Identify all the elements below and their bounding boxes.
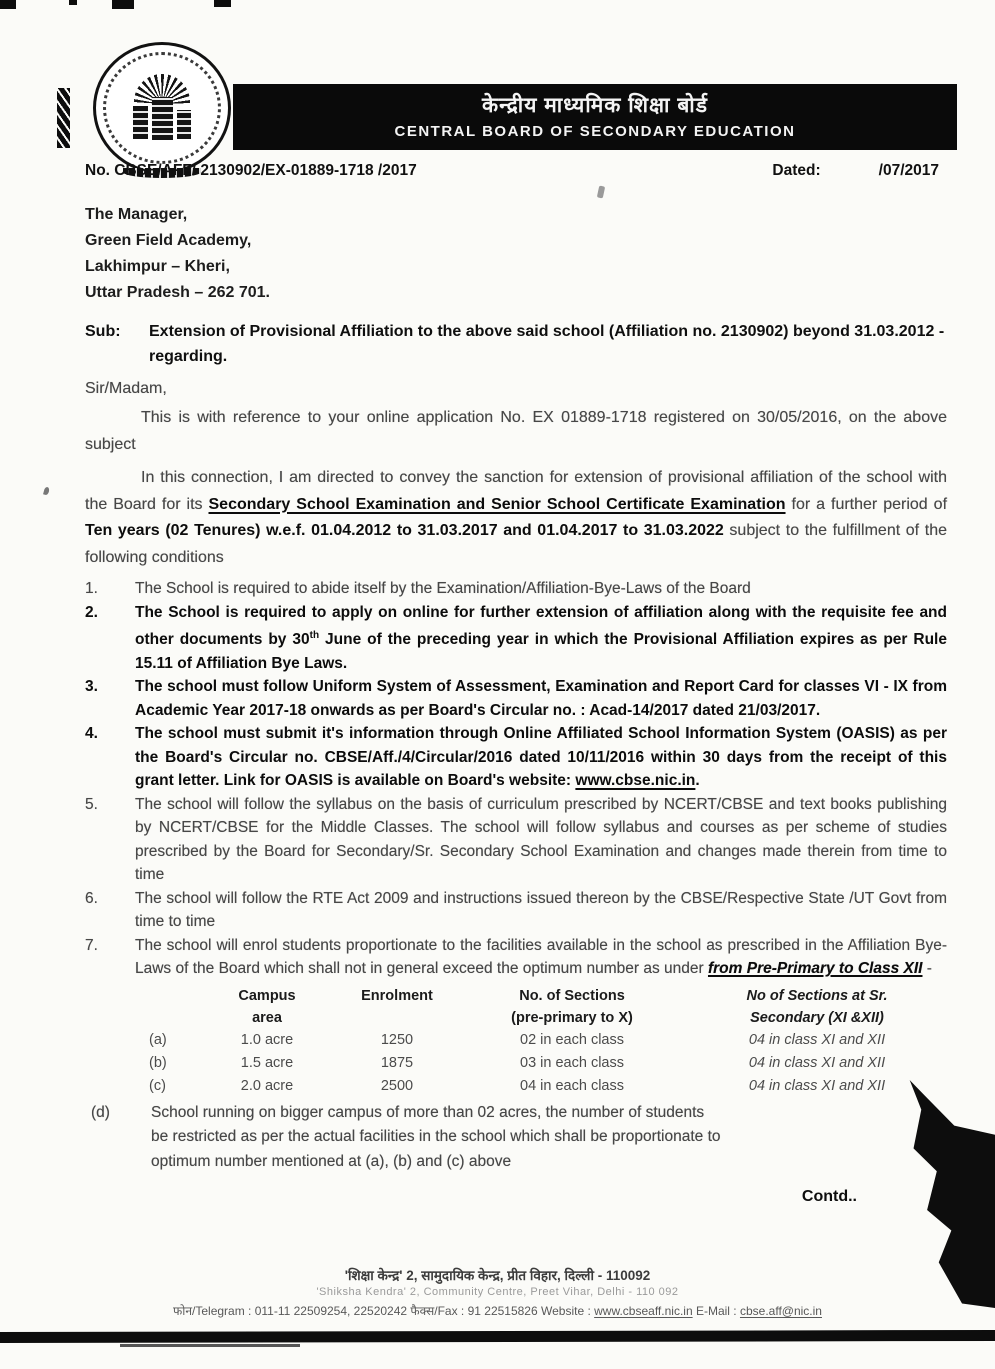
condition-number: 3. [85, 678, 98, 696]
oasis-website-url: www.cbse.nic.in [575, 772, 696, 790]
subject-line [85, 319, 947, 369]
reference-row [85, 162, 947, 180]
condition-text: The School is required to abide itself by the Examination/Affiliation-Bye-Laws of the Board [135, 580, 751, 597]
sr-sections-cell: 04 in class XI and XII [748, 1077, 886, 1094]
recipient-line: Lakhimpur – Kheri, [85, 258, 230, 275]
condition-number: 2. [85, 603, 98, 621]
emblem-building-icon [152, 97, 172, 140]
footer-address-english: 'Shiksha Kendra' 2, Community Centre, Preet Vihar, Delhi - 110 092 [316, 1286, 679, 1298]
pre-primary-class-phrase: from Pre-Primary to Class XII [707, 960, 923, 978]
condition-text-part: June of the preceding year in which the Provisional Affiliation expires as per Rule 15.11 of Affiliation Bye Laws. [135, 631, 947, 672]
condition-item-1 [85, 577, 947, 601]
row-label: (a) [149, 1031, 167, 1048]
col-header-campus: Campus area [238, 987, 296, 1026]
para2-text: In this connection, I am directed to convey the sanction for extension of provisional affiliation of the school with the Board for its [85, 469, 947, 513]
scan-artifact-bottom-bar [0, 1330, 995, 1343]
footer-contact-text: E-Mail : [692, 1304, 740, 1318]
scan-artifact-top-2 [69, 0, 77, 5]
condition-number: 6. [85, 889, 98, 907]
sections-cell: 03 in each class [520, 1054, 624, 1071]
org-name-english: CENTRAL BOARD OF SECONDARY EDUCATION [394, 123, 796, 140]
scan-artifact-left-strip [57, 88, 70, 148]
condition-item-6 [85, 887, 947, 934]
condition-text-part: The school will enrol students proportionate to the facilities available in the school as prescribed in the Affiliation Bye-Laws of the Board which shall not in general exceed the optimum number as under [135, 936, 947, 978]
condition-text [135, 934, 947, 981]
condition-text-part: - [922, 960, 932, 978]
table-header-blank [141, 985, 197, 1029]
letter-body [85, 162, 947, 1206]
row-label: (b) [149, 1054, 167, 1071]
scan-artifact-top-1 [0, 0, 16, 9]
sections-cell: 04 in each class [520, 1077, 624, 1094]
recipient-line: Uttar Pradesh – 262 701. [85, 284, 270, 301]
subject-label: Sub: [85, 323, 121, 340]
paragraph-1: This is with reference to your online application No. EX 01889-1718 registered on 30/05/2016, on the above subject [85, 409, 947, 453]
table-row [141, 1075, 947, 1098]
para2-bold-dates: Ten years (02 Tenures) w.e.f. 01.04.2012 to 31.03.2017 and 01.04.2017 to 31.03.2022 [85, 522, 724, 539]
condition-item-2 [85, 601, 947, 676]
item-d-line: optimum number mentioned at (a), (b) and (c) above [151, 1152, 512, 1170]
condition-text: The school must follow Uniform System of Assessment, Examination and Report Card for classes VI - IX from Academic Year 2017-18 onwards as per Board's Circular no. : Acad-14/2017 dated 21/03/2017. [135, 678, 947, 719]
condition-item-d [85, 1101, 947, 1175]
contd-note: Contd.. [801, 1188, 857, 1206]
letterhead-footer [0, 1266, 995, 1319]
reference-number: No. CBSE/AFF/ 2130902/EX-01889-1718 /2017 [85, 162, 417, 179]
enrolment-table [141, 985, 947, 1098]
scan-artifact-top-4 [214, 0, 231, 7]
condition-item-4 [85, 722, 947, 793]
para2-text: subject to the fulfillment of the following conditions [85, 522, 947, 566]
dated-value: /07/2017 [878, 162, 939, 179]
item-d-line: be restricted as per the actual facilities in the school which shall be proportionate to [151, 1128, 721, 1146]
condition-number: 5. [85, 795, 98, 813]
condition-text [135, 601, 947, 676]
condition-text: The school will follow the RTE Act 2009 and instructions issued thereon by the CBSE/Respective State /UT Govt from time to time [135, 889, 947, 931]
enrolment-cell: 2500 [380, 1077, 414, 1094]
condition-number: 7. [85, 936, 98, 954]
subject-text: Extension of Provisional Affiliation to the above said school (Affiliation no. 2130902) beyond 31.03.2012 - regarding. [149, 323, 945, 365]
emblem-outer-ring [93, 42, 231, 174]
scan-artifact-bottom-bar-2 [120, 1344, 300, 1347]
recipient-line: The Manager, [85, 206, 188, 223]
col-header-enrolment: Enrolment [361, 987, 433, 1004]
recipient-address-block [85, 202, 947, 306]
sr-sections-cell: 04 in class XI and XII [748, 1031, 886, 1048]
scan-artifact-margin-mark [43, 486, 50, 495]
sections-cell: 02 in each class [520, 1031, 624, 1048]
email-link: cbse.aff@nic.in [739, 1304, 822, 1318]
condition-text [135, 722, 947, 793]
condition-text: The school will follow the syllabus on the basis of curriculum prescribed by NCERT/CBSE and text books publishing by NCERT/CBSE for the Middle Classes. The school will follow syllabus and courses as per scheme of studies prescribed by the Board for Secondary/Sr. Secondary School Examination and changes made therein from time to time [135, 795, 947, 884]
item-d-label: (d) [91, 1103, 110, 1121]
ordinal-superscript: th [309, 630, 320, 641]
para2-text: for a further period of [785, 495, 948, 513]
affiliation-website-link: www.cbseaff.nic.in [594, 1304, 693, 1318]
sr-sections-cell: 04 in class XI and XII [748, 1054, 886, 1071]
col-header-sections: No. of Sections (pre-primary to X) [511, 987, 633, 1026]
emblem-core [114, 63, 210, 153]
salutation: Sir/Madam, [85, 380, 167, 397]
item-d-line: School running on bigger campus of more than 02 acres, the number of students [151, 1103, 705, 1121]
row-label: (c) [149, 1077, 166, 1094]
item-d-text [151, 1101, 721, 1175]
table-row [141, 1029, 947, 1052]
condition-item-7 [85, 934, 947, 981]
condition-number: 1. [85, 580, 98, 597]
table-header-row [141, 985, 947, 1029]
condition-item-5 [85, 793, 947, 887]
condition-text-part: The school must submit it's information through Online Affiliated School Information System (OASIS) as per the Board's Circular no. CBSE/Aff./4/Circular/2016 dated 10/11/2016 within 30 days from the receipt of this grant letter. Link for OASIS is available on Board's website: [135, 725, 947, 790]
footer-contact-line [0, 1302, 995, 1319]
campus-area-cell: 1.0 acre [240, 1031, 294, 1048]
dated-label: Dated: [772, 162, 821, 179]
condition-number: 4. [85, 725, 98, 743]
condition-text-part: The School is required to apply on online for further extension of affiliation along with the requisite fee and other documents by 30 [135, 603, 947, 649]
conditions-list [85, 577, 947, 981]
emblem-building-icon [133, 106, 147, 138]
campus-area-cell: 2.0 acre [240, 1077, 294, 1094]
emblem-building-icon [177, 110, 190, 139]
enrolment-cell: 1875 [380, 1054, 414, 1071]
footer-contact-text: फोन/Telegram : 011-11 22509254, 22520242 फैक्स/Fax : 91 22515826 Website : [173, 1304, 595, 1318]
org-name-hindi: केन्द्रीय माध्यमिक शिक्षा बोर्ड [482, 94, 708, 117]
table-row [141, 1052, 947, 1075]
scan-artifact-top-3 [112, 0, 134, 9]
col-header-sr-secondary: No of Sections at Sr. Secondary (XI &XII) [746, 987, 888, 1026]
campus-area-cell: 1.5 acre [240, 1054, 294, 1071]
paragraph-2 [85, 465, 947, 571]
enrolment-cell: 1250 [380, 1031, 414, 1048]
condition-item-3 [85, 675, 947, 722]
header-banner [233, 84, 957, 150]
condition-text-part: . [695, 772, 700, 790]
recipient-line: Green Field Academy, [85, 232, 252, 249]
para2-underlined-phrase: Secondary School Examination and Senior School Certificate Examination [208, 495, 786, 513]
footer-address-hindi: 'शिक्षा केन्द्र' 2, सामुदायिक केन्द्र, प्रीत विहार, दिल्ली - 110092 [344, 1268, 651, 1283]
